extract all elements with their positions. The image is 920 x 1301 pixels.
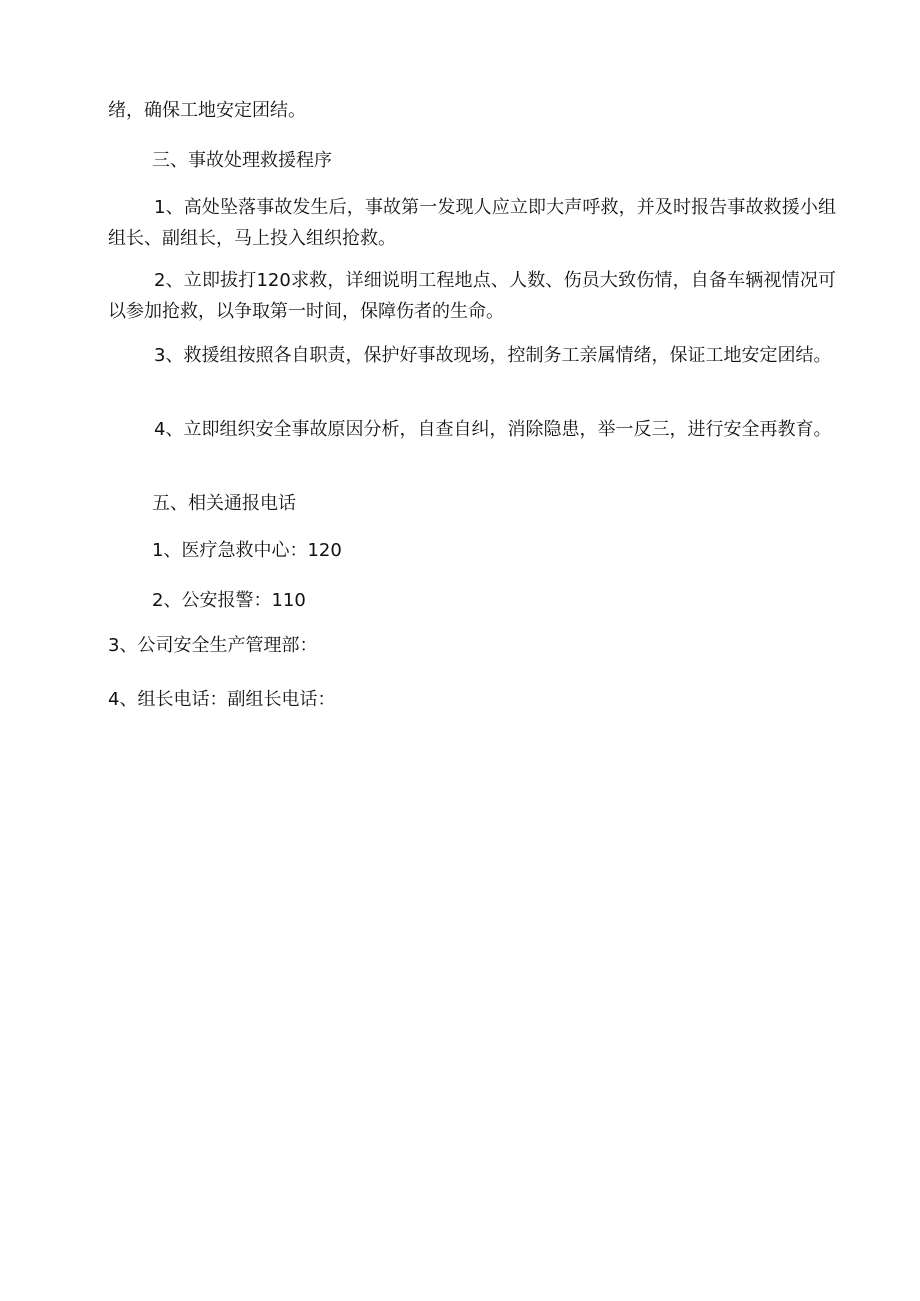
- contact-item-leaders: 4、组长电话：副组长电话：: [108, 689, 336, 710]
- procedure-item-3: 3、救援组按照各自职责，保护好事故现场，控制务工亲属情绪，保证工地安定团结。: [154, 345, 832, 366]
- section-heading-contacts: 五、相关通报电话: [152, 493, 296, 514]
- section-heading-procedure: 三、事故处理救援程序: [152, 150, 332, 171]
- procedure-item-2: 2、立即拔打120求救，详细说明工程地点、人数、伤员大致伤情，自备车辆视情况可以参加抢救，以争取第一时间，保障伤者的生命。: [108, 270, 836, 322]
- contact-item-medical: 1、医疗急救中心：120: [152, 540, 342, 561]
- continuation-text: 绪，确保工地安定团结。: [108, 100, 306, 121]
- contact-item-police: 2、公安报警：110: [152, 590, 306, 611]
- procedure-item-4: 4、立即组织安全事故原因分析，自查自纠，消除隐患，举一反三，进行安全再教育。: [154, 419, 832, 440]
- contact-item-safety-dept: 3、公司安全生产管理部：: [108, 635, 318, 656]
- procedure-item-1: 1、高处坠落事故发生后，事故第一发现人应立即大声呼救，并及时报告事故救援小组组长、副组长，马上投入组织抢救。: [108, 197, 836, 249]
